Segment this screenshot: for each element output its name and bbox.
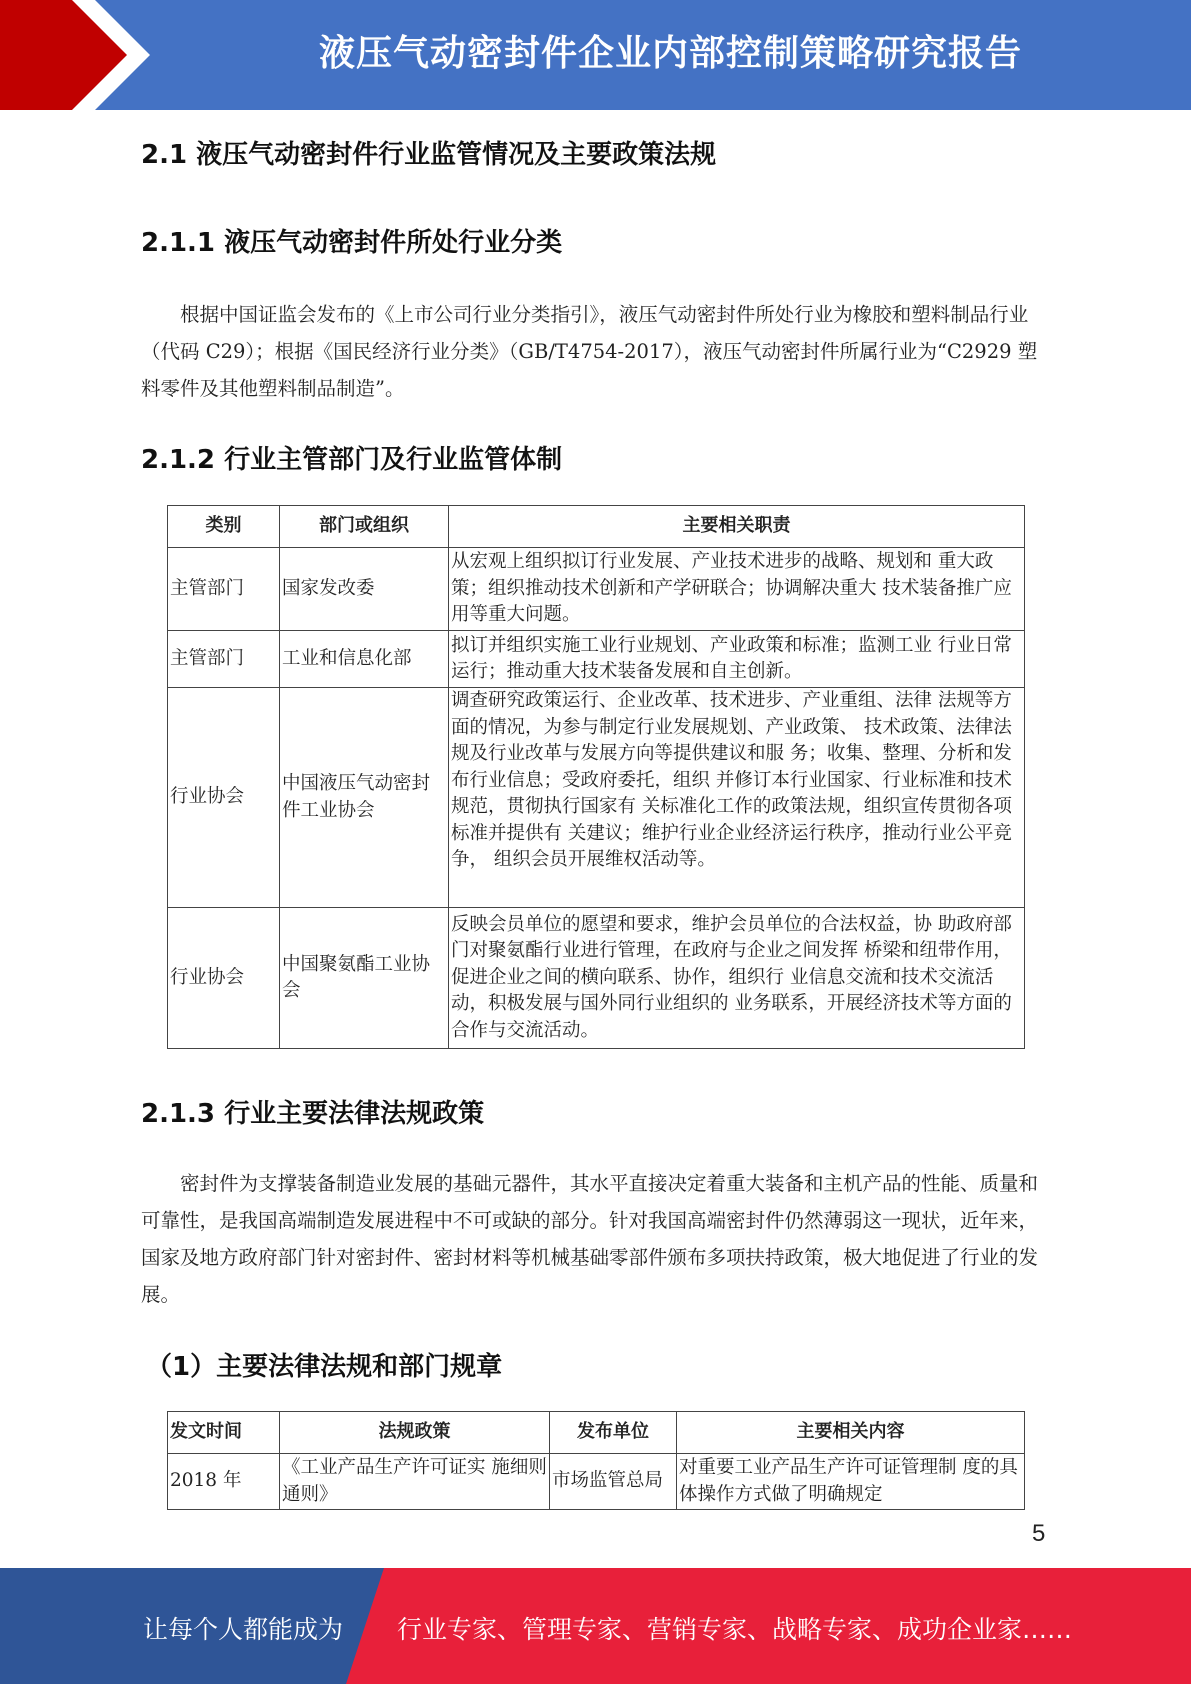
table-cell: 市场监管总局 [550,1454,677,1510]
table-header-row [168,506,1025,548]
column-header: 法规政策 [280,1412,550,1454]
table-cell: 《工业产品生产许可证实 施细则通则》 [280,1454,550,1510]
table-cell: 行业协会 [168,688,280,908]
table-cell: 工业和信息化部 [280,631,449,688]
industry-classification-text: 根据中国证监会发布的《上市公司行业分类指引》，液压气动密封件所处行业为橡胶和塑料制品行业（代码 C29）；根据《国民经济行业分类》（GB/T4754-2017），液压气动密封件所属行业为“C2929 塑料零件及其他塑料制品制造”。 [141,303,1038,400]
table-cell: 调查研究政策运行、企业改革、技术进步、产业重组、法律 法规等方面的情况，为参与制定行业发展规划、产业政策、 技术政策、法律法规及行业改革与发展方向等提供建议和服 务；收集、整理、分析和发布行业信息；受政府委托，组织 并修订本行业国家、行业标准和技术规范，贯彻执行国家有 关标准化工作的政策法规，组织宣传贯彻各项标准并提供有 关建议；维护行业企业经济运行秩序，推动行业公平竞争， 组织会员开展维权活动等。 [449,688,1025,908]
column-header: 主要相关内容 [677,1412,1025,1454]
table-cell: 拟订并组织实施工业行业规划、产业政策和标准；监测工业 行业日常运行；推动重大技术装备发展和自主创新。 [449,631,1025,688]
table-cell: 主管部门 [168,548,280,631]
laws-regulations-subheading: （1）主要法律法规和部门规章 [146,1352,503,1382]
table-row [168,631,1025,688]
table-cell: 行业协会 [168,908,280,1049]
table-cell: 对重要工业产品生产许可证管理制 度的具体操作方式做了明确规定 [677,1454,1025,1510]
header-banner [0,0,1191,110]
report-title: 液压气动密封件企业内部控制策略研究报告 [318,33,1022,74]
policy-paragraph [141,1165,1047,1313]
table-row [168,1454,1025,1510]
table-cell: 2018 年 [168,1454,280,1510]
footer-slogan-left: 让每个人都能成为 [143,1615,344,1644]
column-header: 主要相关职责 [449,506,1025,548]
table-cell: 反映会员单位的愿望和要求，维护会员单位的合法权益，协 助政府部门对聚氨酯行业进行管理，在政府与企业之间发挥 桥梁和纽带作用，促进企业之间的横向联系、协作，组织行 业信息交流和技术交流活动，积极发展与国外同行业组织的 业务联系，开展经济技术等方面的合作与交流活动。 [449,908,1025,1049]
column-header: 发文时间 [168,1412,280,1454]
section-2-1-3-heading: 2.1.3 行业主要法律法规政策 [141,1099,485,1129]
industry-classification-paragraph [141,296,1047,407]
table-header-row [168,1412,1025,1454]
section-2-1-2-heading: 2.1.2 行业主管部门及行业监管体制 [141,445,563,475]
table-cell: 从宏观上组织拟订行业发展、产业技术进步的战略、规划和 重大政策；组织推动技术创新和产学研联合；协调解决重大 技术装备推广应用等重大问题。 [449,548,1025,631]
table-row [168,908,1025,1049]
policy-text: 密封件为支撑装备制造业发展的基础元器件，其水平直接决定着重大装备和主机产品的性能、质量和可靠性，是我国高端制造发展进程中不可或缺的部分。针对我国高端密封件仍然薄弱这一现状，近年来，国家及地方政府部门针对密封件、密封材料等机械基础零部件颁布多项扶持政策，极大地促进了行业的发展。 [141,1172,1039,1306]
header-arrow-decoration [0,0,160,110]
column-header: 部门或组织 [280,506,449,548]
laws-regulations-table [167,1411,1025,1510]
column-header: 类别 [168,506,280,548]
column-header: 发布单位 [550,1412,677,1454]
table-row [168,548,1025,631]
table-cell: 中国液压气动密封件工业协会 [280,688,449,908]
table-cell: 主管部门 [168,631,280,688]
regulatory-bodies-table [167,505,1025,1049]
page-number: 5 [1032,1520,1046,1547]
section-2-1-1-heading: 2.1.1 液压气动密封件所处行业分类 [141,228,563,258]
footer-slogan-right: 行业专家、管理专家、营销专家、战略专家、成功企业家…… [397,1615,1073,1644]
table-row [168,688,1025,908]
section-2-1-heading: 2.1 液压气动密封件行业监管情况及主要政策法规 [141,140,717,170]
table-cell: 中国聚氨酯工业协会 [280,908,449,1049]
table-cell: 国家发改委 [280,548,449,631]
